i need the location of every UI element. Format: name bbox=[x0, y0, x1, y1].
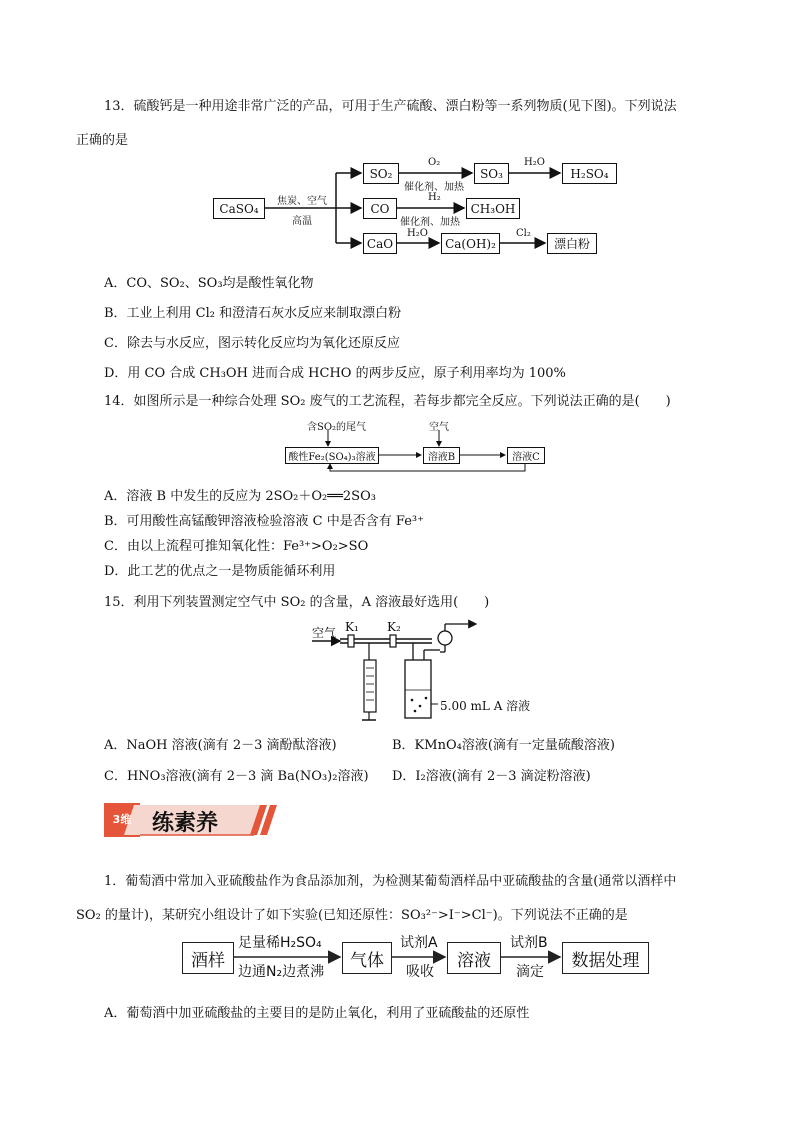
data-processing-box: 数据处理 bbox=[562, 942, 649, 974]
cao-box: CaO bbox=[363, 233, 397, 254]
q14-option-c: C．由以上流程可推知氧化性：Fe³⁺>O₂>SO bbox=[104, 539, 369, 554]
step1-top-label: 足量稀H₂SO₄ bbox=[238, 935, 322, 951]
q13-stem-line1: 13．硫酸钙是一种用途非常广泛的产品，可用于生产硫酸、漂白粉等一系列物质(见下图)。下列说法 bbox=[104, 99, 677, 114]
step2-bottom-label: 吸收 bbox=[406, 964, 434, 980]
p1-stem-line1: 1．葡萄酒中常加入亚硫酸盐作为食品添加剂，为检测某葡萄酒样品中亚硫酸盐的含量(通常以酒样中 bbox=[104, 874, 677, 889]
q14-option-a: A．溶液 B 中发生的反应为 2SO₂＋O₂══2SO₃ bbox=[104, 489, 376, 504]
q14-option-d: D．此工艺的优点之一是物质能循环利用 bbox=[104, 564, 336, 579]
h2o-label-1: H₂O bbox=[524, 157, 545, 168]
cond-top-label: 焦炭、空气 bbox=[277, 196, 327, 207]
solution-a-label: 5.00 mL A 溶液 bbox=[440, 699, 531, 713]
ch3oh-box: CH₃OH bbox=[466, 198, 520, 219]
h2-label: H₂ bbox=[428, 192, 441, 203]
q14-option-b: B．可用酸性高锰酸钾溶液检验溶液 C 中是否含有 Fe³⁺ bbox=[104, 514, 424, 529]
caoh2-box: Ca(OH)₂ bbox=[441, 233, 500, 254]
q15-option-d: D．I₂溶液(滴有 2－3 滴淀粉溶液) bbox=[392, 769, 591, 784]
q13-option-b: B．工业上利用 Cl₂ 和澄清石灰水反应来制取漂白粉 bbox=[104, 306, 402, 321]
p1-stem-line2: SO₂ 的量计)，某研究小组设计了如下实验(已知还原性：SO₃²⁻>I⁻>Cl⁻)。下列说法不正确的是 bbox=[76, 908, 628, 923]
solution-b-box: 溶液B bbox=[423, 447, 460, 464]
cond-bottom-label: 高温 bbox=[292, 216, 312, 227]
q13-option-d: D．用 CO 合成 CH₃OH 进而合成 HCHO 的两步反应，原子利用率均为 100% bbox=[104, 366, 566, 381]
sample-box: 酒样 bbox=[182, 942, 234, 974]
q15-option-a: A．NaOH 溶液(滴有 2－3 滴酚酞溶液) bbox=[104, 738, 337, 753]
so3-box: SO₃ bbox=[474, 163, 509, 184]
section-title: 练素养 bbox=[152, 811, 219, 836]
q14-stem: 14．如图所示是一种综合处理 SO₂ 废气的工艺流程，若每步都完全反应。下列说法正确的是( ) bbox=[104, 394, 671, 409]
step3-bottom-label: 滴定 bbox=[516, 964, 544, 980]
p1-option-a: A．葡萄酒中加亚硫酸盐的主要目的是防止氧化，利用了亚硫酸盐的还原性 bbox=[104, 1006, 530, 1021]
air-label: 空气 bbox=[429, 422, 449, 433]
solution-box: 溶液 bbox=[447, 942, 501, 974]
section-badge: 3维 bbox=[112, 813, 132, 826]
solution-c-box: 溶液C bbox=[507, 447, 545, 464]
q15-option-b: B．KMnO₄溶液(滴有一定量硫酸溶液) bbox=[392, 738, 615, 753]
cat1-label: 催化剂、加热 bbox=[404, 182, 464, 193]
q13-stem-line2: 正确的是 bbox=[76, 133, 129, 148]
step2-top-label: 试剂A bbox=[400, 935, 438, 951]
caso4-box: CaSO₄ bbox=[213, 198, 265, 219]
h2so4-box: H₂SO₄ bbox=[562, 163, 617, 184]
tail-gas-label: 含SO₂的尾气 bbox=[307, 422, 367, 433]
step3-top-label: 试剂B bbox=[510, 935, 548, 951]
step1-bottom-label: 边通N₂边煮沸 bbox=[238, 964, 325, 980]
q15-option-c: C．HNO₃溶液(滴有 2－3 滴 Ba(NO₃)₂溶液) bbox=[104, 769, 369, 784]
k1-label: K₁ bbox=[345, 620, 359, 634]
h2o-label-2: H₂O bbox=[407, 228, 428, 239]
q13-option-c: C．除去与水反应，图示转化反应均为氧化还原反应 bbox=[104, 336, 400, 351]
gas-box: 气体 bbox=[342, 942, 392, 974]
co-box: CO bbox=[363, 198, 397, 219]
k2-label: K₂ bbox=[387, 620, 401, 634]
so2-box: SO₂ bbox=[363, 163, 399, 184]
bleach-box: 漂白粉 bbox=[547, 233, 597, 254]
air-inlet-label: 空气 bbox=[312, 626, 337, 640]
o2-label: O₂ bbox=[428, 157, 441, 168]
fe2so43-box: 酸性Fe₂(SO₄)₃溶液 bbox=[285, 447, 379, 464]
cat2-label: 催化剂、加热 bbox=[400, 217, 460, 228]
q13-option-a: A．CO、SO₂、SO₃均是酸性氧化物 bbox=[104, 276, 314, 291]
cl2-label: Cl₂ bbox=[516, 228, 531, 239]
q15-stem: 15．利用下列装置测定空气中 SO₂ 的含量，A 溶液最好选用( ) bbox=[104, 595, 490, 610]
